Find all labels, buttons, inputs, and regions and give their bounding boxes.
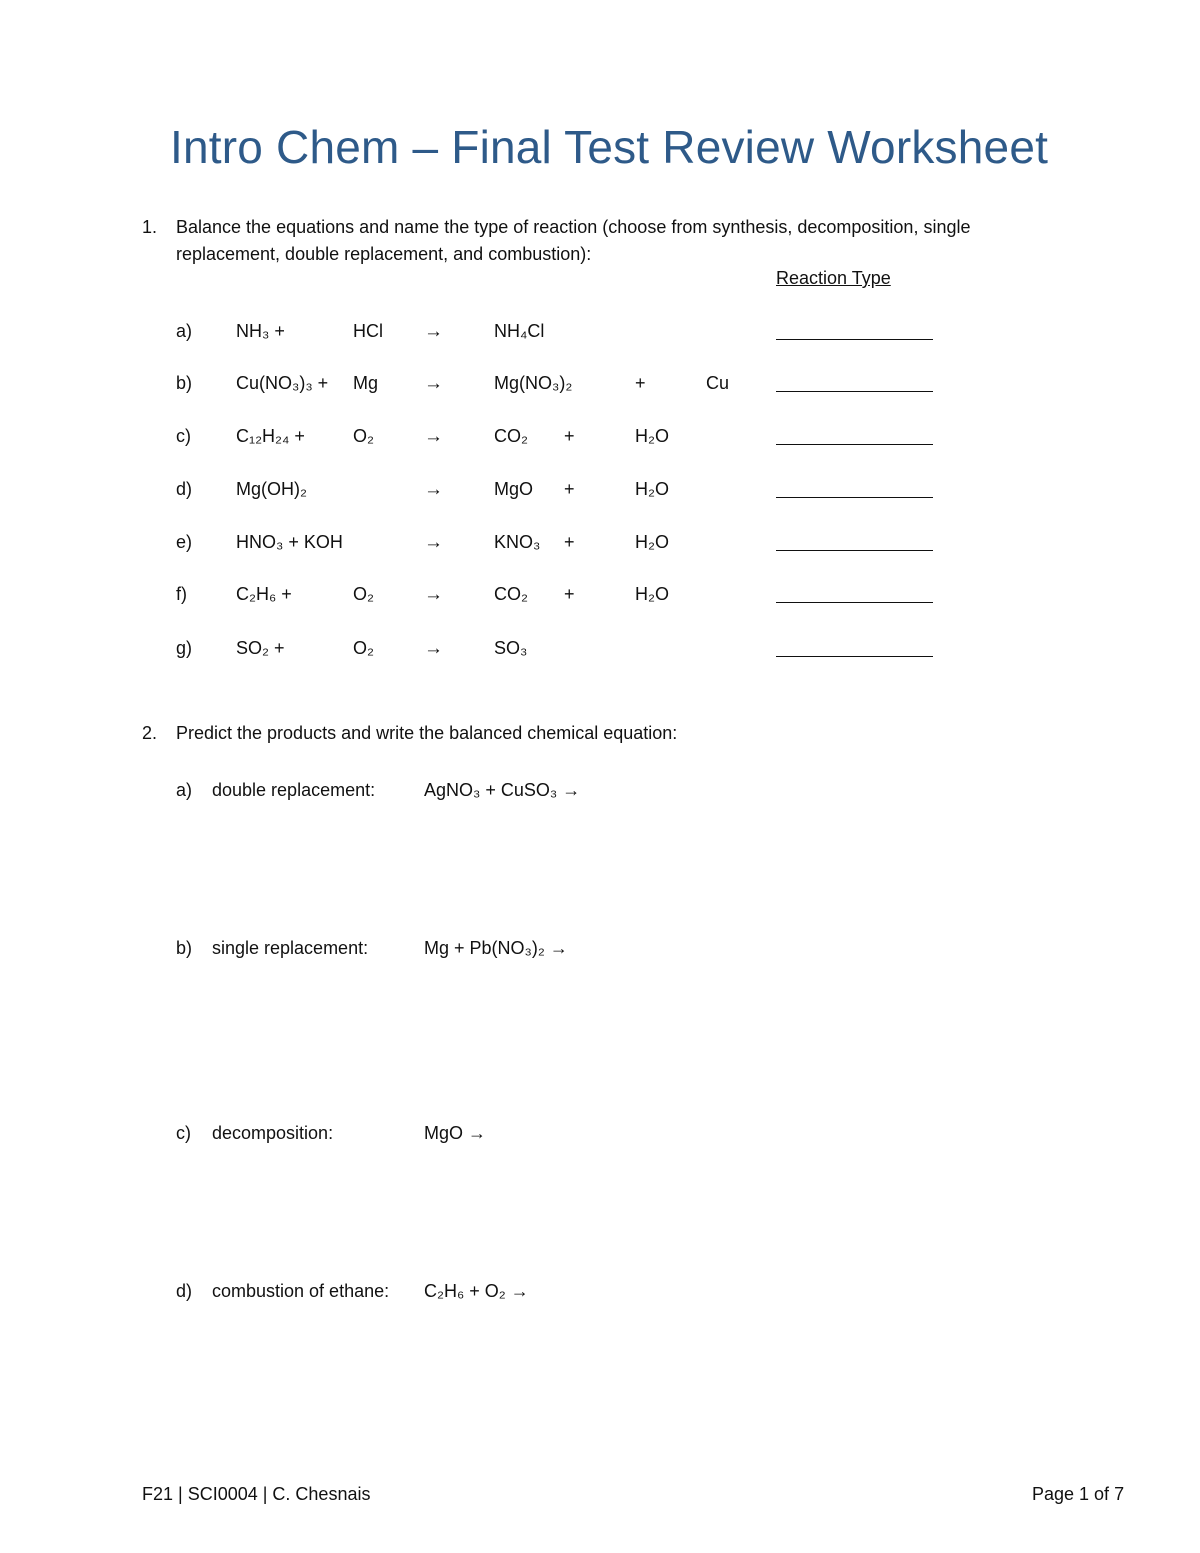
plus-sign: + bbox=[564, 479, 575, 499]
reaction-type-blank[interactable] bbox=[776, 656, 933, 657]
reaction-type-blank[interactable] bbox=[776, 339, 933, 340]
equation-row-d bbox=[0, 479, 1200, 507]
row-label: f) bbox=[176, 584, 187, 604]
equation: MgO → bbox=[424, 1123, 487, 1143]
reaction-type-blank[interactable] bbox=[776, 497, 933, 498]
equation: AgNO₃ + CuSO₃ → bbox=[424, 780, 581, 800]
predict-part-b bbox=[0, 938, 1200, 966]
row-label: a) bbox=[176, 321, 193, 341]
product-2: H₂O bbox=[635, 532, 669, 552]
footer-course-info: F21 | SCI0004 | C. Chesnais bbox=[142, 1484, 371, 1504]
reactant-1: NH₃ + bbox=[236, 321, 285, 341]
reaction-type-blank[interactable] bbox=[776, 550, 933, 551]
equation-row-a bbox=[0, 321, 1200, 349]
product-1: Mg(NO₃)₂ bbox=[494, 373, 573, 393]
arrow-icon: → bbox=[424, 426, 443, 447]
part-label: a) bbox=[176, 780, 193, 800]
reactant-1: SO₂ + bbox=[236, 638, 285, 658]
reactant-2: O₂ bbox=[353, 638, 374, 658]
plus-sign: + bbox=[635, 373, 646, 393]
reaction-type-blank[interactable] bbox=[776, 391, 933, 392]
arrow-icon: → bbox=[424, 638, 443, 659]
arrow-icon: → bbox=[424, 532, 443, 553]
reaction-type-label: single replacement: bbox=[212, 938, 369, 958]
row-label: b) bbox=[176, 373, 193, 393]
predict-part-a bbox=[0, 780, 1200, 808]
reactant-1: Mg(OH)₂ bbox=[236, 479, 307, 499]
reaction-type-header: Reaction Type bbox=[776, 268, 891, 288]
question-1-text: Balance the equations and name the type of reaction (choose from synthesis, decomposition, single replacement, double replacement, and combustion): bbox=[176, 217, 971, 264]
predict-part-d bbox=[0, 1281, 1200, 1309]
part-label: d) bbox=[176, 1281, 193, 1301]
product-2: H₂O bbox=[635, 426, 669, 446]
product-1: SO₃ bbox=[494, 638, 528, 658]
product-1: KNO₃ bbox=[494, 532, 541, 552]
question-2-text: Predict the products and write the balanced chemical equation: bbox=[176, 723, 678, 743]
product-2: Cu bbox=[706, 373, 730, 393]
question-2-number: 2. bbox=[142, 723, 158, 743]
reactant-2: Mg bbox=[353, 373, 379, 393]
equation-row-b bbox=[0, 373, 1200, 401]
equation-row-f bbox=[0, 584, 1200, 612]
equation: C₂H₆ + O₂ → bbox=[424, 1281, 529, 1301]
reaction-type-blank[interactable] bbox=[776, 602, 933, 603]
row-label: d) bbox=[176, 479, 193, 499]
reactant-2: O₂ bbox=[353, 584, 374, 604]
reactant-1: C₂H₆ + bbox=[236, 584, 292, 604]
arrow-icon: → bbox=[424, 321, 443, 342]
product-1: CO₂ bbox=[494, 426, 528, 446]
equation: Mg + Pb(NO₃)₂ → bbox=[424, 938, 568, 958]
product-1: CO₂ bbox=[494, 584, 528, 604]
equation-row-e bbox=[0, 532, 1200, 560]
predict-part-c bbox=[0, 1123, 1200, 1151]
product-1: MgO bbox=[494, 479, 534, 499]
part-label: c) bbox=[176, 1123, 191, 1143]
plus-sign: + bbox=[564, 532, 575, 552]
plus-sign: + bbox=[564, 584, 575, 604]
reaction-type-label: double replacement: bbox=[212, 780, 376, 800]
reactant-1: HNO₃ + KOH bbox=[236, 532, 343, 552]
product-1: NH₄Cl bbox=[494, 321, 545, 341]
footer-page-number: Page 1 of 7 bbox=[1032, 1484, 1125, 1504]
reaction-type-blank[interactable] bbox=[776, 444, 933, 445]
reaction-type-label: combustion of ethane: bbox=[212, 1281, 390, 1301]
part-label: b) bbox=[176, 938, 193, 958]
reaction-type-label: decomposition: bbox=[212, 1123, 334, 1143]
row-label: e) bbox=[176, 532, 193, 552]
product-2: H₂O bbox=[635, 584, 669, 604]
row-label: g) bbox=[176, 638, 193, 658]
arrow-icon: → bbox=[424, 479, 443, 500]
equation-row-g bbox=[0, 638, 1200, 666]
reactant-2: HCl bbox=[353, 321, 383, 341]
page-title: Intro Chem – Final Test Review Worksheet bbox=[170, 121, 1049, 173]
arrow-icon: → bbox=[424, 584, 443, 605]
arrow-icon: → bbox=[424, 373, 443, 394]
plus-sign: + bbox=[564, 426, 575, 446]
equation-row-c bbox=[0, 426, 1200, 454]
reactant-1: C₁₂H₂₄ + bbox=[236, 426, 305, 446]
question-1-number: 1. bbox=[142, 217, 158, 237]
row-label: c) bbox=[176, 426, 191, 446]
reactant-2: O₂ bbox=[353, 426, 374, 446]
reactant-1: Cu(NO₃)₃ + bbox=[236, 373, 329, 393]
product-2: H₂O bbox=[635, 479, 669, 499]
